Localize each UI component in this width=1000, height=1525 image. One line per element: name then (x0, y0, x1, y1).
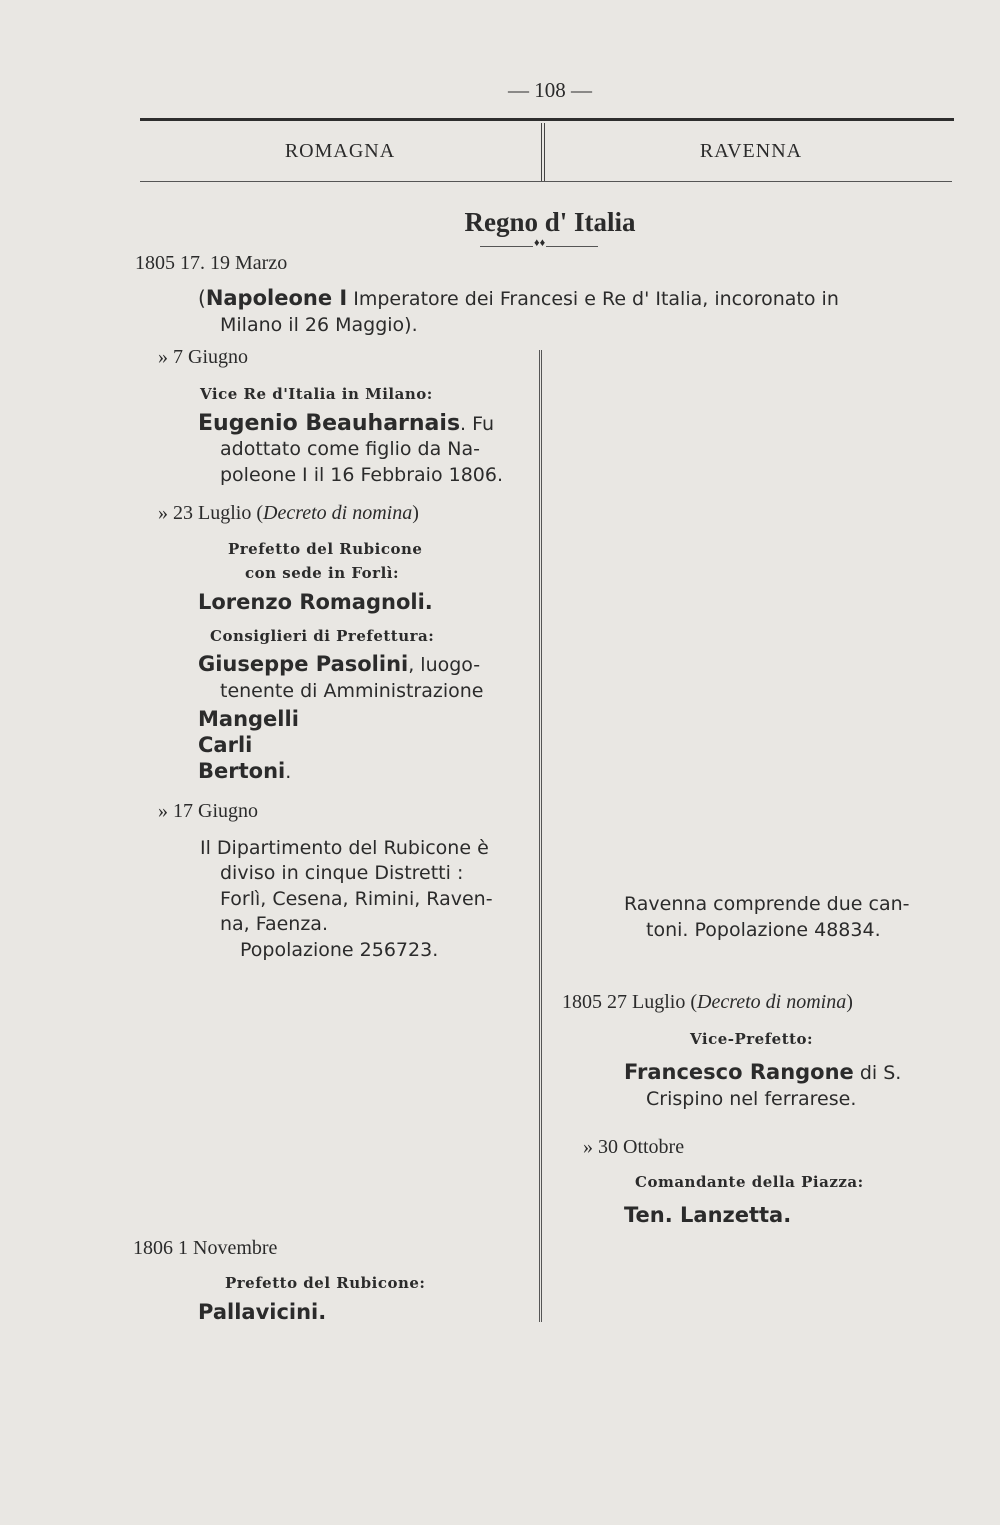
entry-text: Il Dipartimento del Rubicone è (200, 837, 489, 859)
decree-note: Decreto di nomina (263, 502, 413, 524)
entry-rangone (624, 1060, 901, 1084)
decree-note: Decreto di nomina (697, 991, 847, 1013)
entry-date: 1806 1 Novembre (133, 1237, 278, 1259)
person-name: Mangelli (198, 707, 299, 731)
header-bottom-rule (140, 181, 952, 182)
entry-date: 1805 17. 19 Marzo (135, 252, 288, 274)
entry-text: Milano il 26 Maggio). (220, 314, 418, 336)
entry-beauharnais (198, 411, 494, 436)
header-right: RAVENNA (699, 140, 803, 162)
header-divider (541, 123, 545, 181)
role-label: con sede in Forlì: (245, 564, 400, 582)
entry-date: » 17 Giugno (158, 800, 258, 822)
open-paren: ( (198, 286, 206, 310)
section-title: Regno d' Italia (464, 207, 636, 237)
person-name: Eugenio Beauharnais (198, 411, 461, 436)
entry-napoleone (198, 286, 839, 310)
close-paren: ) (412, 502, 419, 524)
column-divider (539, 350, 542, 1322)
entry-text: toni. Popolazione 48834. (646, 919, 881, 941)
entry-bertoni (198, 759, 291, 783)
role-label: Consiglieri di Prefettura: (210, 627, 435, 645)
role-label: Vice Re d'Italia in Milano: (200, 385, 433, 403)
entry-date-line (158, 502, 419, 525)
close-paren: ) (846, 991, 853, 1013)
header-left: ROMAGNA (284, 140, 396, 162)
entry-date: » 7 Giugno (158, 346, 248, 368)
role-label: Prefetto del Rubicone (228, 540, 423, 558)
entry-text: Imperatore dei Francesi e Re d' Italia, incoronato in (347, 288, 839, 310)
person-name: Napoleone I (205, 286, 348, 310)
entry-text: Crispino nel ferrarese. (646, 1088, 857, 1110)
entry-text: na, Faenza. (220, 913, 328, 935)
entry-text: Popolazione 256723. (240, 939, 439, 961)
entry-text: , luogo- (408, 654, 481, 676)
entry-date-line (562, 991, 853, 1014)
person-name: Ten. Lanzetta. (624, 1203, 792, 1227)
entry-text: Ravenna comprende due can- (624, 893, 910, 915)
header-top-rule (140, 118, 954, 121)
page-number: — 108 — (508, 78, 592, 102)
entry-text: adottato come figlio da Na- (220, 438, 480, 460)
entry-text: di S. (853, 1062, 902, 1084)
person-name: Francesco Rangone (624, 1060, 854, 1084)
entry-text: poleone I il 16 Febbraio 1806. (220, 464, 503, 486)
role-label: Prefetto del Rubicone: (225, 1274, 426, 1292)
entry-text: . (285, 761, 292, 783)
person-name: Lorenzo Romagnoli. (198, 590, 433, 614)
entry-date: » 23 Luglio ( (158, 502, 263, 524)
person-name: Pallavicini. (198, 1300, 327, 1324)
entry-text: . Fu (460, 413, 495, 435)
entry-pasolini (198, 652, 480, 676)
entry-text: Forlì, Cesena, Rimini, Raven- (220, 888, 493, 910)
entry-text: tenente di Amministrazione (220, 680, 484, 702)
title-ornament (480, 245, 598, 247)
role-label: Comandante della Piazza: (635, 1173, 864, 1191)
role-label: Vice-Prefetto: (690, 1030, 814, 1048)
entry-text: diviso in cinque Distretti : (220, 862, 464, 884)
entry-date: » 30 Ottobre (583, 1136, 685, 1158)
person-name: Bertoni (198, 759, 286, 783)
person-name: Giuseppe Pasolini (198, 652, 409, 676)
person-name: Carli (198, 733, 253, 757)
entry-date: 1805 27 Luglio ( (562, 991, 697, 1013)
